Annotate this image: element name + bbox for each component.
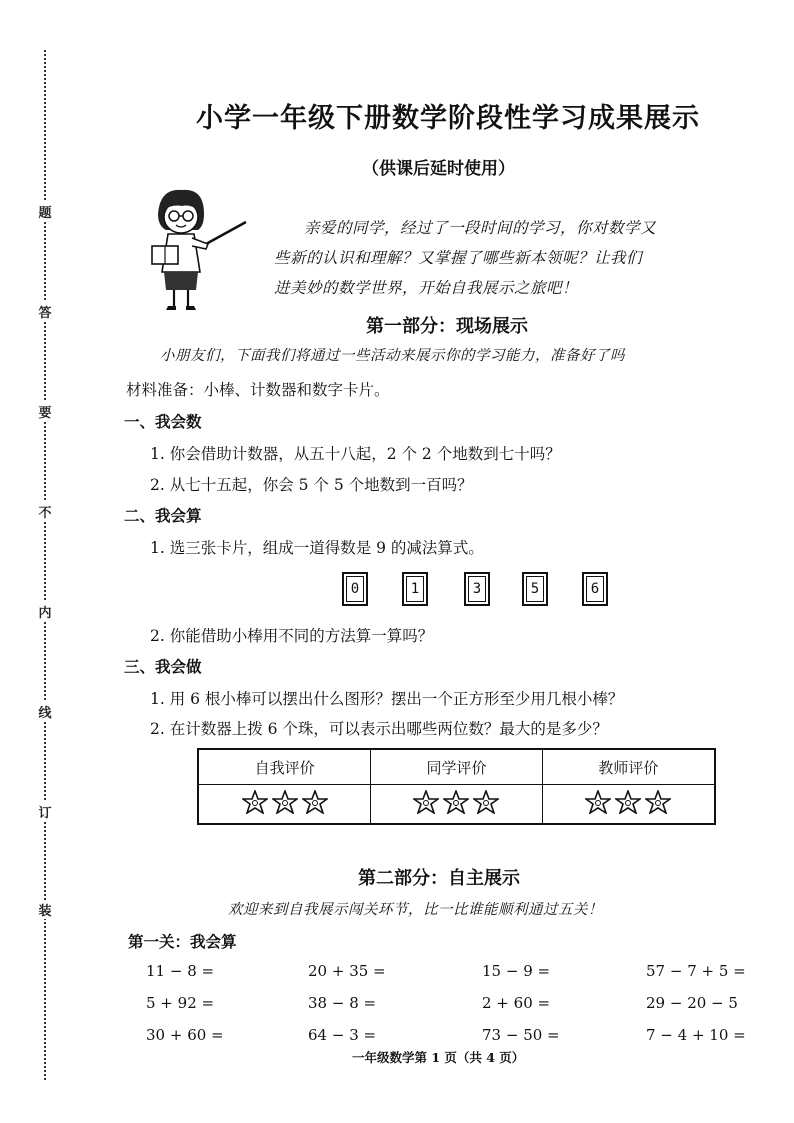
star-icon[interactable] (443, 790, 469, 814)
number-card: 5 (522, 572, 548, 606)
question-text: 1. 用 6 根小棒可以摆出什么图形？摆出一个正方形至少用几根小棒？ (150, 690, 624, 708)
star-icon[interactable] (413, 790, 439, 814)
page-title: 小学一年级下册数学阶段性学习成果展示 (196, 103, 700, 134)
calc-item: 73 − 50 = (482, 1026, 560, 1044)
binding-label: 不 (36, 502, 54, 521)
star-icon[interactable] (585, 790, 611, 814)
binding-label: 答 (36, 302, 54, 321)
eval-stars-cell[interactable] (371, 785, 543, 825)
evaluation-table (197, 748, 716, 825)
materials-text: 材料准备：小棒、计数器和数字卡片。 (126, 381, 390, 399)
question-text: 1. 你会借助计数器，从五十八起，2 个 2 个地数到七十吗？ (150, 445, 561, 463)
level-heading: 第一关：我会算 (128, 932, 237, 951)
question-text: 1. 选三张卡片，组成一道得数是 9 的减法算式。 (150, 539, 484, 557)
number-card: 1 (402, 572, 428, 606)
binding-label: 线 (36, 702, 54, 721)
part2-intro: 欢迎来到自我展示闯关环节，比一比谁能顺利通过五关！ (228, 902, 603, 918)
page-subtitle: （供课后延时使用） (362, 159, 515, 179)
part2-title: 第二部分：自主展示 (358, 868, 520, 889)
calc-item: 38 − 8 = (308, 994, 377, 1012)
star-icon[interactable] (242, 790, 268, 814)
number-card: 6 (582, 572, 608, 606)
binding-label: 内 (36, 602, 54, 621)
star-icon[interactable] (302, 790, 328, 814)
intro-line: 亲爱的同学，经过了一段时间的学习，你对数学又 (304, 219, 657, 237)
calc-item: 29 − 20 − 5 (646, 994, 738, 1012)
star-icon[interactable] (645, 790, 671, 814)
binding-label: 装 (36, 900, 54, 919)
intro-line: 些新的认识和理解？又掌握了哪些新本领呢？让我们 (274, 249, 643, 267)
calc-item: 64 − 3 = (308, 1026, 377, 1044)
question-text: 2. 你能借助小棒用不同的方法算一算吗？ (150, 627, 434, 645)
teacher-illustration (146, 186, 250, 314)
intro-line: 进美妙的数学世界，开始自我展示之旅吧！ (274, 279, 579, 297)
calc-item: 7 − 4 + 10 = (646, 1026, 746, 1044)
question-text: 2. 从七十五起，你会 5 个 5 个地数到一百吗？ (150, 476, 473, 494)
section-heading: 二、我会算 (124, 506, 202, 525)
star-icon[interactable] (272, 790, 298, 814)
calc-item: 20 + 35 = (308, 962, 386, 980)
star-icon[interactable] (615, 790, 641, 814)
calc-item: 11 − 8 = (146, 962, 215, 980)
calc-item: 15 − 9 = (482, 962, 551, 980)
question-text: 2. 在计数器上拨 6 个珠，可以表示出哪些两位数？最大的是多少？ (150, 720, 608, 738)
section-heading: 一、我会数 (124, 412, 202, 431)
part1-title: 第一部分：现场展示 (366, 316, 528, 337)
binding-label: 订 (36, 802, 54, 821)
number-card: 3 (464, 572, 490, 606)
number-card: 0 (342, 572, 368, 606)
eval-header: 同学评价 (371, 749, 543, 785)
eval-header: 自我评价 (198, 749, 371, 785)
eval-header: 教师评价 (542, 749, 715, 785)
calc-item: 5 + 92 = (146, 994, 215, 1012)
part1-intro: 小朋友们，下面我们将通过一些活动来展示你的学习能力，准备好了吗 (160, 348, 625, 364)
star-icon[interactable] (473, 790, 499, 814)
calc-item: 2 + 60 = (482, 994, 551, 1012)
section-heading: 三、我会做 (124, 657, 202, 676)
eval-stars-cell[interactable] (198, 785, 371, 825)
eval-stars-cell[interactable] (542, 785, 715, 825)
calc-item: 57 − 7 + 5 = (646, 962, 746, 980)
binding-label: 要 (36, 402, 54, 421)
binding-label: 题 (36, 202, 54, 221)
page-footer: 一年级数学第 1 页（共 4 页） (352, 1050, 525, 1065)
calc-item: 30 + 60 = (146, 1026, 224, 1044)
